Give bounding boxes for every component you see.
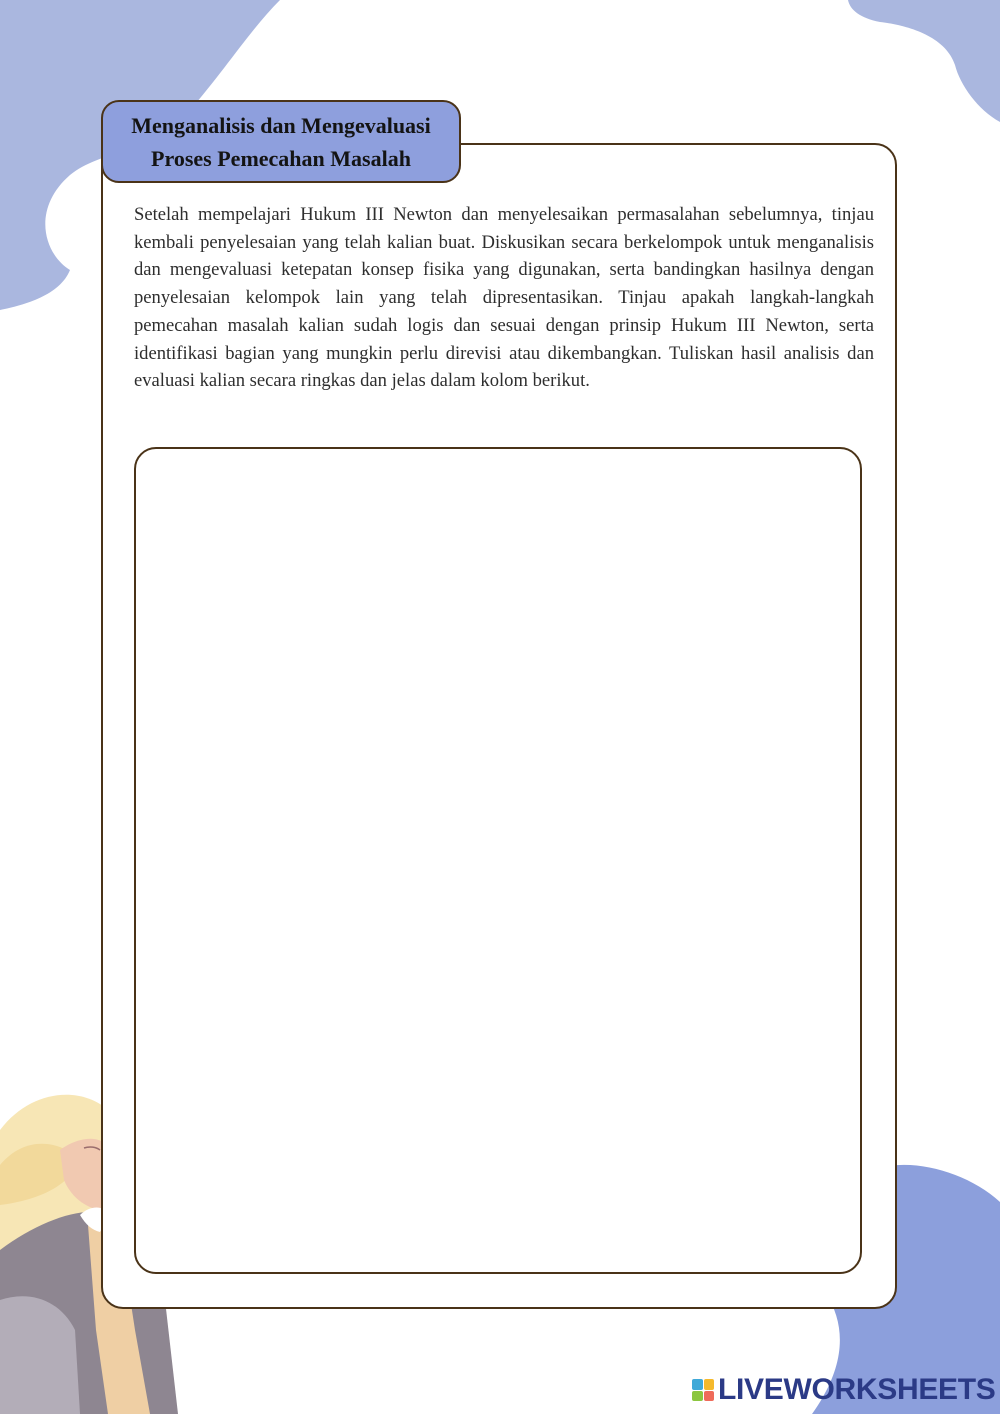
answer-text-area[interactable] bbox=[134, 447, 862, 1274]
liveworksheets-logo[interactable] bbox=[692, 1372, 996, 1408]
top-right-blob bbox=[848, 0, 1000, 122]
section-title bbox=[101, 100, 461, 183]
instructions-paragraph: Setelah mempelajari Hukum III Newton dan menyelesaikan permasalahan sebelumnya, tinjau kembali penyelesaian yang telah kalian buat. Diskusikan secara berkelompok untuk menganalisis dan mengevaluasi ketepatan konsep fisika yang digunakan, serta bandingkan hasilnya dengan penyelesaian kelompok lain yang telah dipresentasikan. Tinjau apakah langkah-langkah pemecahan masalah kalian sudah logis dan sesuai dengan prinsip Hukum III Newton, serta identifikasi bagian yang mungkin perlu direvisi atau dikembangkan. Tuliskan hasil analisis dan evaluasi kalian secara ringkas dan jelas dalam kolom berikut. bbox=[134, 204, 874, 392]
liveworksheets-logo-text: LIVEWORKSHEETS bbox=[718, 1373, 996, 1406]
liveworksheets-logo-icon bbox=[692, 1379, 714, 1401]
section-title-line-1: Menganalisis dan Mengevaluasi bbox=[131, 112, 431, 138]
section-title-line-2: Proses Pemecahan Masalah bbox=[151, 145, 411, 171]
